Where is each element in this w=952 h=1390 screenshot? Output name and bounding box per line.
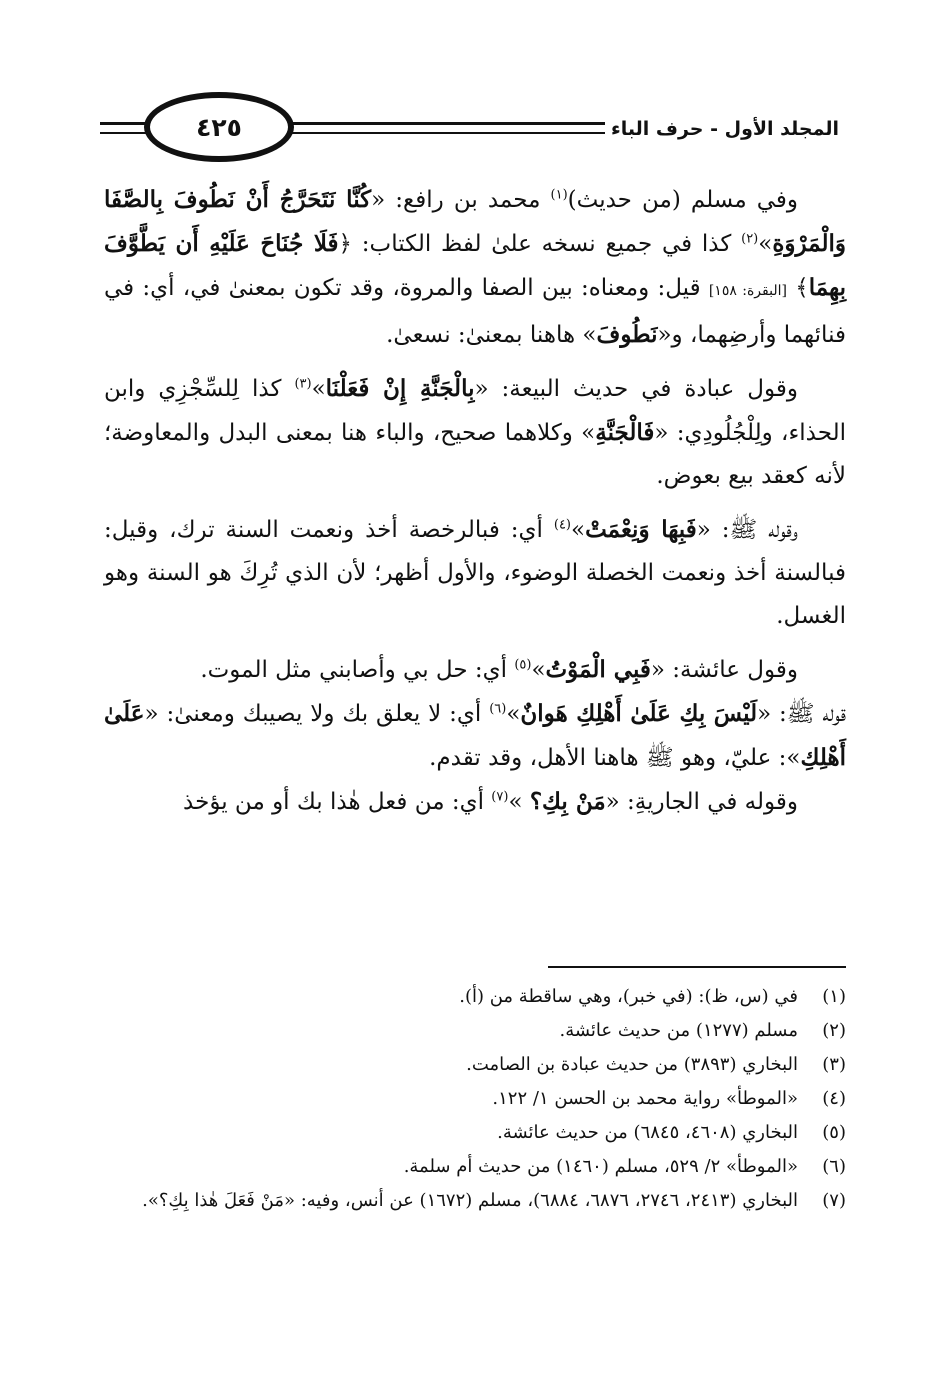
text-run: » هاهنا بمعنىٰ: نسعىٰ.: [386, 322, 597, 348]
hadith-quote: كُنَّا نَتَحَرَّجُ أَنْ نَطُوفَ بِالصَّفَا وَالْمَرْوَةِ: [104, 186, 846, 257]
text-run: كذا في جميع نسخه علىٰ لفظ الكتاب: ﴿: [338, 231, 742, 257]
hadith-quote: لَيْسَ بِكِ عَلَىٰ أَهْلِكِ هَوانٌ: [520, 700, 758, 727]
text-run: »: [508, 789, 530, 815]
footnote: [104, 1116, 846, 1150]
text-run: كذا لِلسِّجْزِي وابن الحذاء، ولِلْجُلُودِي: «: [104, 376, 846, 446]
footnote: [104, 1082, 846, 1116]
quoted-word: عَلَىٰ أَهْلِكِ: [104, 700, 846, 771]
paragraph: [104, 367, 846, 498]
quoted-word: نَطُوفَ: [596, 321, 658, 348]
page-header: [100, 92, 845, 172]
footnote-marker: (٧): [491, 789, 509, 805]
footnote-marker: (٣): [294, 376, 312, 392]
footnote-number: (٥): [822, 1122, 846, 1143]
footnote-number: (٦): [822, 1156, 846, 1177]
footnote-text: في (س، ظ): (في خبر)، وهي ساقطة من (أ).: [459, 986, 798, 1007]
text-run: محمد بن رافع: «: [371, 187, 551, 213]
footnote-text: البخاري (٣٨٩٣) من حديث عبادة بن الصامت.: [466, 1054, 798, 1075]
footnote-marker: (٥): [514, 657, 532, 673]
footnote-marker: (٢): [741, 231, 759, 247]
footnote-marker: (٦): [489, 701, 507, 717]
quran-reference: [البقرة: ١٥٨]: [708, 283, 787, 299]
text-run: » وكلاهما صحيح، والباء هنا بمعنى البدل والمعاوضة؛ لأنه كعقد بيع بعوض.: [104, 420, 846, 489]
paragraph: [104, 780, 846, 824]
hadith-quote: فَبِهَا وَنِعْمَتْ: [585, 516, 697, 543]
paragraph: [104, 648, 846, 692]
footnotes: [104, 980, 846, 1218]
text-run: أي: لا يعلق بك ولا يصيبك ومعنىٰ: «: [144, 701, 490, 727]
footnote-marker: (١): [550, 187, 568, 203]
text-run: »: [571, 517, 586, 543]
footnote-text: «الموطأ» رواية محمد بن الحسن ١/ ١٢٢.: [492, 1088, 798, 1109]
text-run: »: [531, 657, 546, 683]
paragraph: [104, 508, 846, 638]
footnote-text: مسلم (١٢٧٧) من حديث عائشة.: [559, 1020, 798, 1041]
footnote: [104, 1048, 846, 1082]
paragraph: [104, 178, 846, 357]
hadith-quote: بِالْجَنَّةِ إِنْ فَعَلْنَا: [325, 375, 475, 402]
footnote-number: (٤): [822, 1088, 846, 1109]
text-run: وقول عائشة: «: [650, 657, 798, 683]
text-run: قيل: ومعناه: بين الصفا والمروة، وقد تكون بمعنىٰ في، أي: في فنائهما وأرضِهما، و«: [104, 275, 846, 348]
footnote-number: (٢): [822, 1020, 846, 1041]
page-number: ٤٢٥: [196, 112, 242, 142]
text-run: أي: فبالرخصة أخذ ونعمت السنة ترك، وقيل: فبالسنة أخذ ونعمت الخصلة الوضوء، والأول أظهر؛ لأن الذي تُرِكَ هو السنة وهو الغسل.: [104, 517, 846, 629]
text-run: وقوله في الجاريةِ: «: [605, 789, 798, 815]
footnote-number: (٣): [822, 1054, 846, 1075]
footnote-text: البخاري (٢٤١٣، ٢٧٤٦، ٦٨٧٦، ٦٨٨٤)، مسلم (١٦٧٢) عن أنس، وفيه: «مَنْ فَعَلَ هٰذا بِكِ؟».: [142, 1190, 798, 1211]
footnote: [104, 980, 846, 1014]
running-head: المجلد الأول - حرف الباء: [605, 118, 845, 140]
text-run: أي: حل بي وأصابني مثل الموت.: [200, 657, 515, 683]
paragraph: [104, 692, 846, 780]
text-run: وقوله ﷺ: «: [696, 517, 798, 543]
text-run: قوله ﷺ: «: [757, 701, 846, 727]
hadith-quote: فَبِي الْمَوْتُ: [545, 656, 651, 683]
text-run: »: [758, 231, 773, 257]
text-run: وقول عبادة في حديث البيعة: «: [474, 376, 799, 402]
footnote: [104, 1150, 846, 1184]
footnote-marker: (٤): [553, 517, 571, 533]
text-run: أي: من فعل هٰذا بك أو من يؤخذ: [183, 789, 492, 815]
main-text: [104, 178, 846, 834]
footnote-separator: [548, 966, 846, 968]
hadith-quote: مَنْ بِكِ؟: [529, 788, 606, 815]
text-run: وفي مسلم (من حديث): [567, 187, 799, 213]
footnote-text: «الموطأ» ٢/ ٥٢٩، مسلم (١٤٦٠) من حديث أم سلمة.: [403, 1156, 798, 1177]
footnote: [104, 1014, 846, 1048]
footnote-text: البخاري (٤٦٠٨، ٦٨٤٥) من حديث عائشة.: [497, 1122, 798, 1143]
footnote: [104, 1184, 846, 1218]
text-run: »: [311, 376, 326, 402]
footnote-number: (٧): [822, 1190, 846, 1211]
text-run: »: [506, 701, 521, 727]
text-run: ﴾: [786, 275, 809, 301]
page-number-oval: [144, 92, 294, 162]
text-run: »: عليّ، وهو ﷺ هاهنا الأهل، وقد تقدم.: [429, 745, 801, 771]
quoted-word: فَالْجَنَّةِ: [595, 419, 655, 446]
quran-quote: فَلَا جُنَاحَ عَلَيْهِ أَن يَطَّوَّفَ بِهِمَا: [104, 230, 846, 301]
footnote-number: (١): [822, 986, 846, 1007]
